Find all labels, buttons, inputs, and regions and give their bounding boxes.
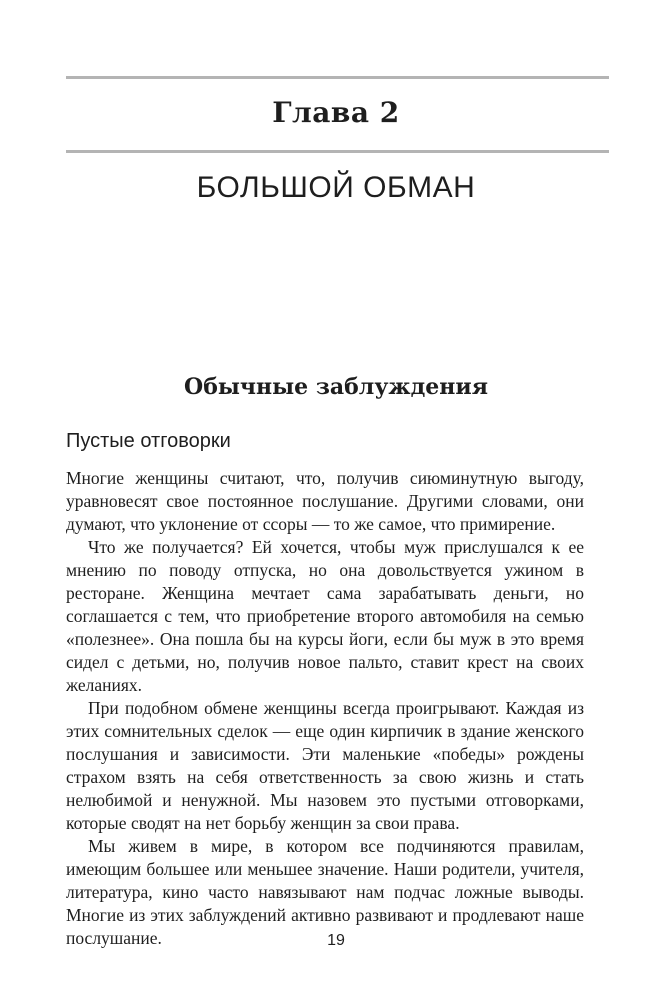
paragraph: Что же получается? Ей хочется, чтобы муж прислушался к ее мнению по поводу отпуска, но она довольствуется ужином в ресторане. Женщина мечтает сама зарабатывать деньги, но соглашается с тем, что приобретение второго автомобиля на семью «полезнее». Она пошла бы на курсы йоги, если бы муж в это время сидел с детьми, но, получив новое пальто, ставит крест на своих желаниях. xyxy=(66,537,584,695)
chapter-number: Глава 2 xyxy=(272,96,400,129)
paragraph: Многие женщины считают, что, получив сиюминутную выгоду, уравновесят свое постоянное послушание. Другими словами, они думают, что уклонение от ссоры — то же самое, что примирение. xyxy=(66,468,584,534)
chapter-title: БОЛЬШОЙ ОБМАН xyxy=(196,171,476,204)
chapter-top-rule xyxy=(66,76,609,79)
page-number: 19 xyxy=(327,932,345,949)
subsection-title: Пустые отговорки xyxy=(66,430,231,452)
chapter-bottom-rule xyxy=(66,150,609,153)
section-title: Обычные заблуждения xyxy=(184,374,488,400)
body-text xyxy=(66,467,584,950)
paragraph: Мы живем в мире, в котором все подчиняются правилам, имеющим большее или меньшее значение. Наши родители, учителя, литература, кино часто навязывают нам подчас ложные выводы. Многие из этих заблуждений активно развивают и продлевают наше послушание. xyxy=(66,836,584,948)
paragraph: При подобном обмене женщины всегда проигрывают. Каждая из этих сомнительных сделок — еще один кирпичик в здание женского послушания и зависимости. Эти маленькие «победы» рождены страхом взять на себя ответственность за свою жизнь и стать нелюбимой и ненужной. Мы назовем это пустыми отговорками, которые сводят на нет борьбу женщин за свои права. xyxy=(66,698,584,833)
